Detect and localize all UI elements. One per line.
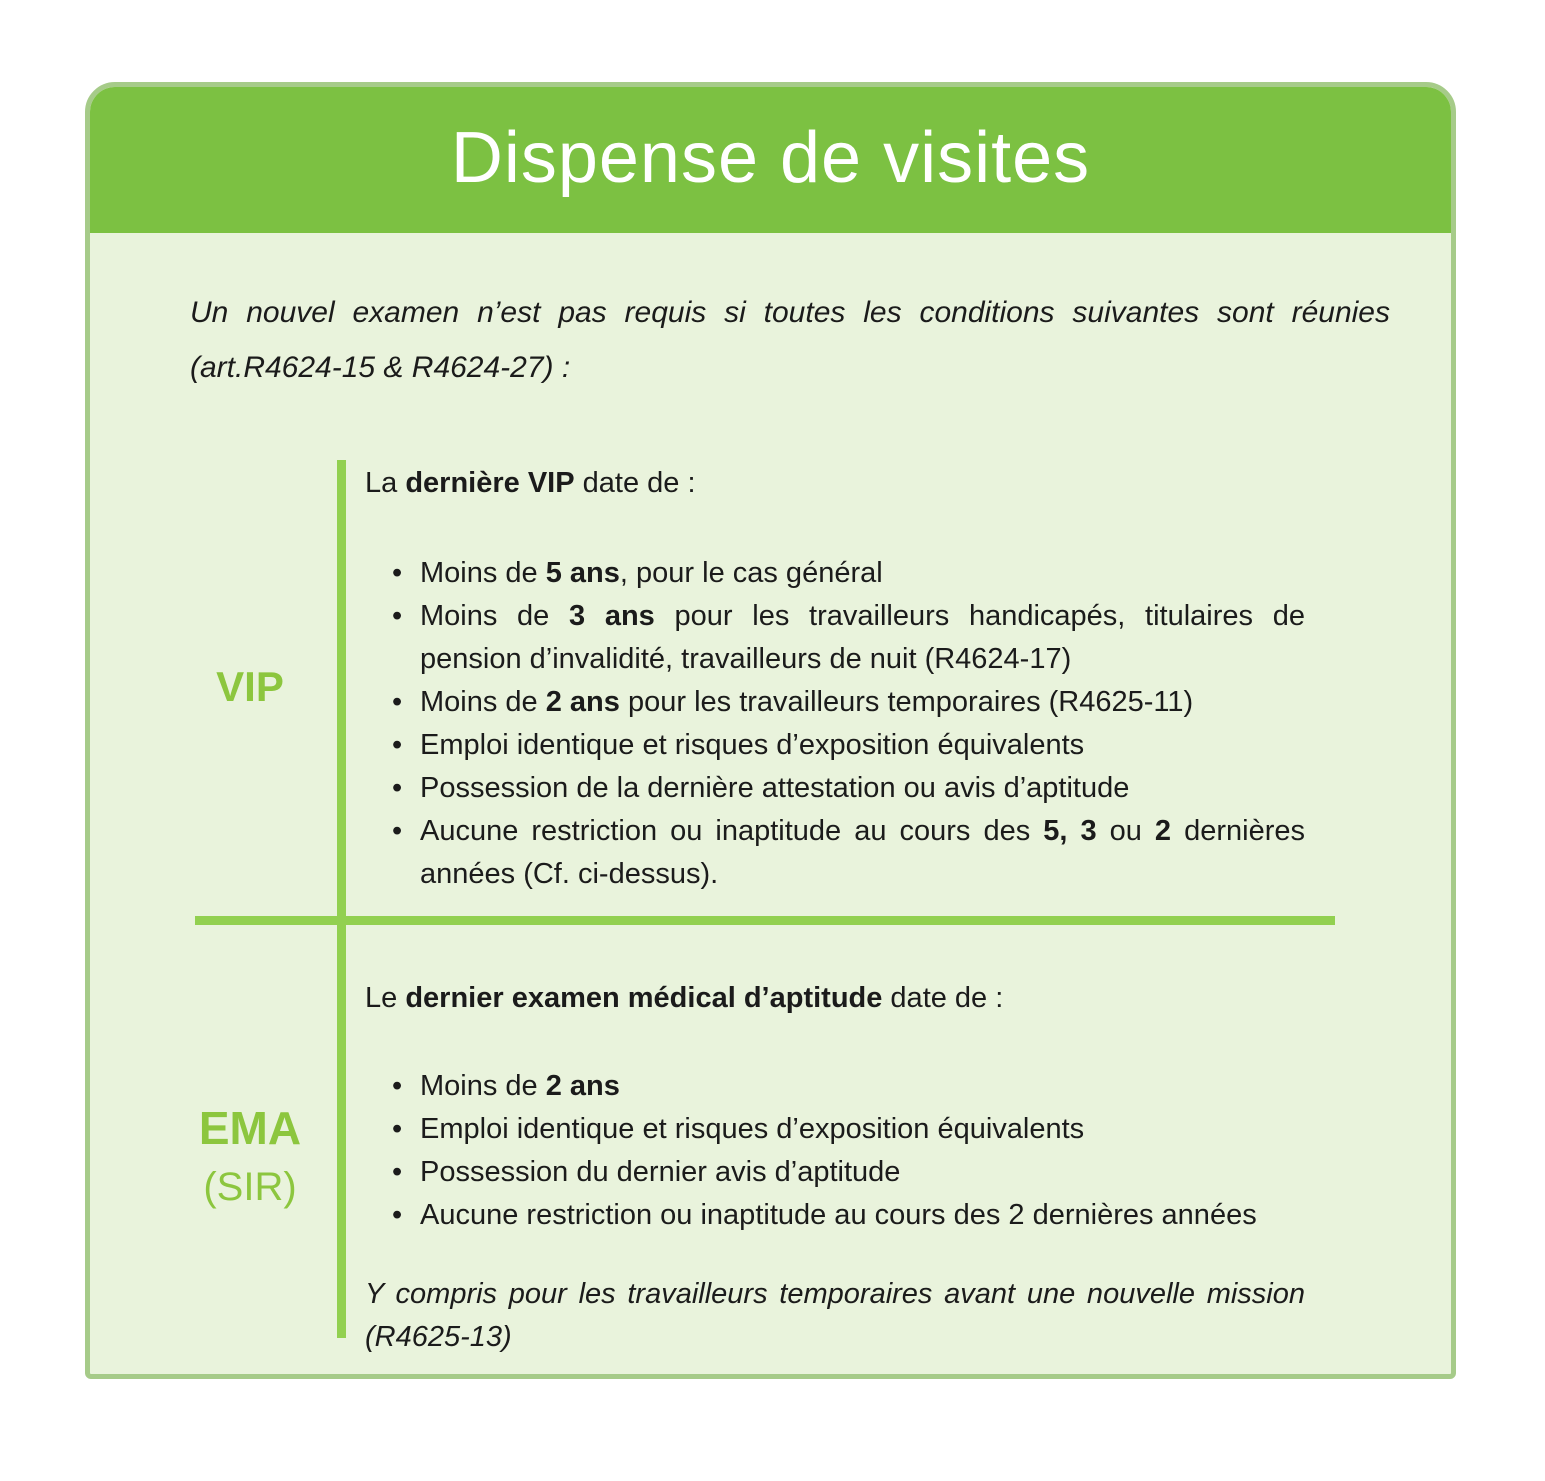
bullet-item: • Moins de 3 ans pour les travailleurs handicapés, titulaires de pension d’invalidité, travailleurs de nuit (R4624-17) [420,595,1305,681]
vip-section-title: La dernière VIP date de : [365,467,696,499]
bullet-item: • Emploi identique et risques d’exposition équivalents [420,1108,1305,1151]
page-title: Dispense de visites [450,118,1091,198]
card [85,82,1456,1379]
bullet-item: • Possession de la dernière attestation ou avis d’aptitude [420,767,1305,810]
bullet-item: • Aucune restriction ou inaptitude au cours des 2 dernières années [420,1194,1305,1237]
bullet-item: • Possession du dernier avis d’aptitude [420,1151,1305,1194]
ema-section-title: Le dernier examen médical d’aptitude date de : [365,982,1004,1014]
bullet-item: • Moins de 2 ans [420,1065,1305,1108]
vip-bullet-list [365,552,1305,896]
ema-row-label [145,1101,355,1210]
horizontal-divider [195,916,1335,925]
ema-bullet-list [365,1065,1305,1237]
vip-section [365,462,1305,896]
bullet-item: • Moins de 5 ans, pour le cas général [420,552,1305,595]
bullet-item: • Moins de 2 ans pour les travailleurs temporaires (R4625-11) [420,681,1305,724]
bullet-item: • Aucune restriction ou inaptitude au cours des 5, 3 ou 2 dernières années (Cf. ci-dessus). [420,810,1305,896]
intro-paragraph: Un nouvel examen n’est pas requis si toutes les conditions suivantes sont réunies (art.R4624-15 & R4624-27) : [190,296,1390,384]
ema-note: Y compris pour les travailleurs temporaires avant une nouvelle mission (R4625-13) [365,1278,1305,1353]
card-header [90,87,1451,233]
vip-row-label: VIP [216,663,284,710]
bullet-item: • Emploi identique et risques d’exposition équivalents [420,724,1305,767]
ema-label-text: EMA [198,1102,302,1154]
ema-sublabel: (SIR) [203,1165,297,1209]
ema-section [365,977,1305,1359]
